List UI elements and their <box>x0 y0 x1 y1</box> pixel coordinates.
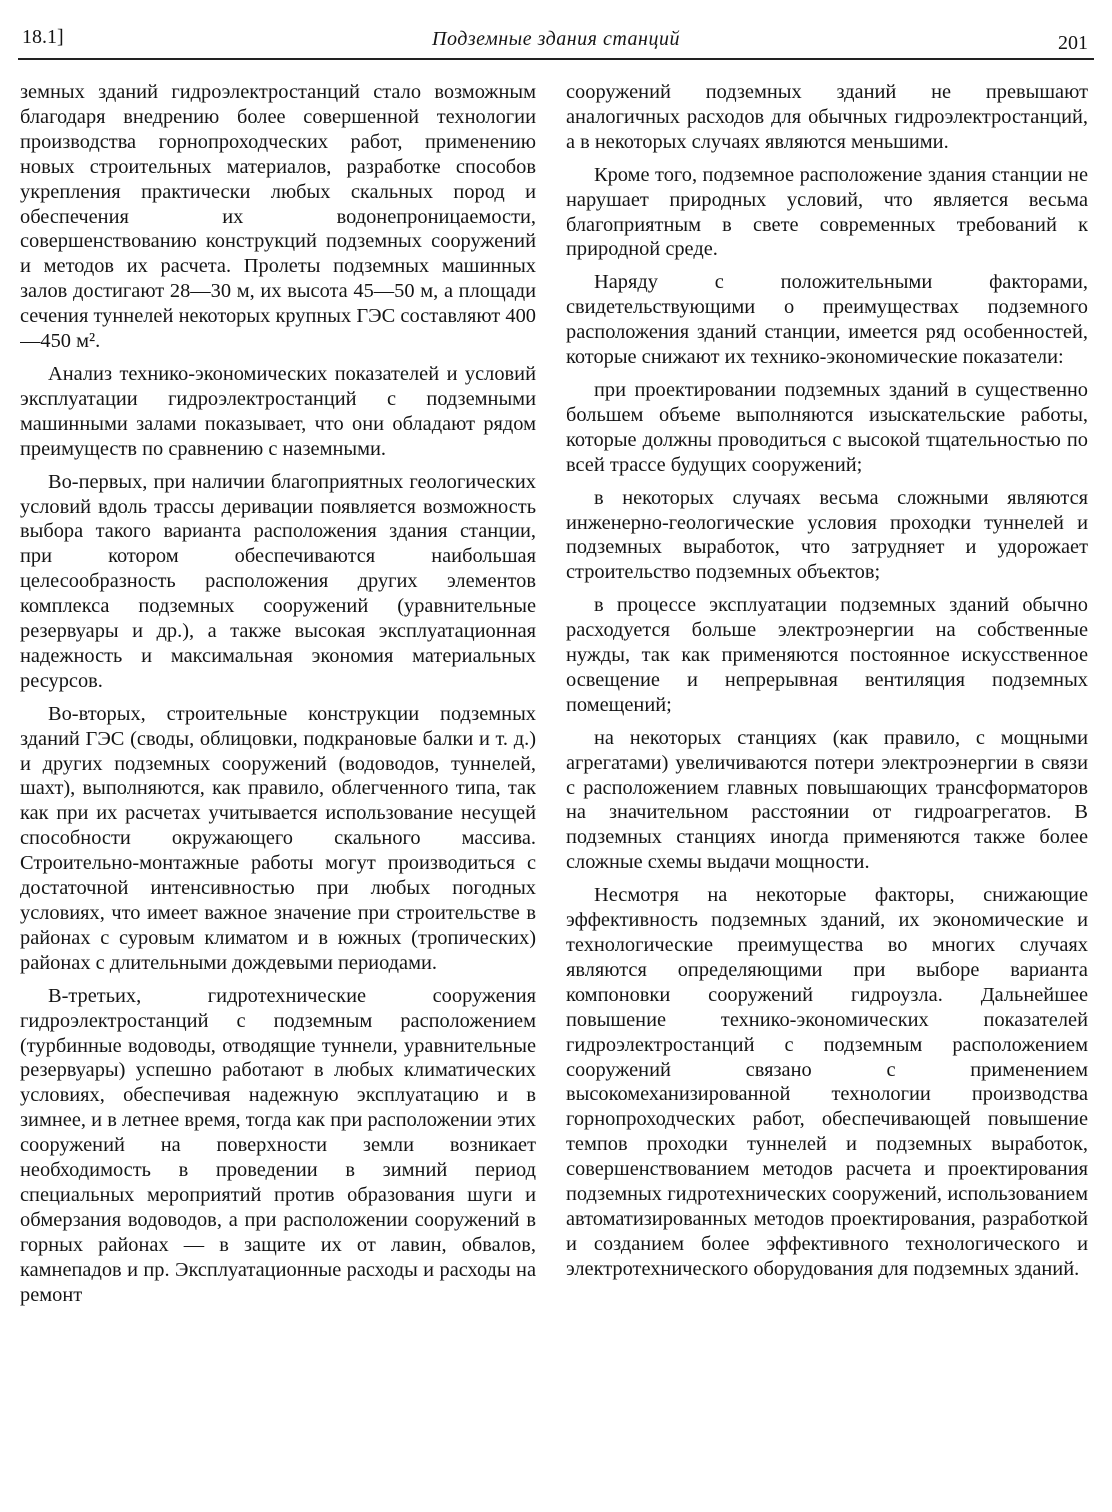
section-number: 18.1] <box>22 26 64 48</box>
running-title: Подземные здания станций <box>432 28 680 50</box>
paragraph: Анализ технико-экономических показателей и условий эксплуатации гидроэлектростанций с подземными машинными залами показывает, что они обладают рядом преимуществ по сравнению с наземными. <box>20 362 536 460</box>
paragraph: Несмотря на некоторые факторы, снижающие эффективность подземных зданий, их экономические и технологические преимущества во многих случаях являются определяющими при выборе варианта компоновки сооружений гидроузла. Дальнейшее повышение технико-экономических показателей гидроэлектростанций с подземным расположением сооружений связано с применением высокомеханизированной технологии производства горнопроходческих работ, обеспечивающей повышение темпов проходки туннелей и подземных выработок, совершенствованием методов расчета и проектирования подземных гидротехнических сооружений, использованием автоматизированных методов проектирования, разработкой и созданием более эффективного технологического и электротехнического оборудования для подземных зданий. <box>566 884 1088 1280</box>
list-item: при проектировании подземных зданий в существенно большем объеме выполняются изыскательские работы, которые должны проводиться с высокой тщательностью по всей трассе будущих сооружений; <box>566 378 1088 476</box>
left-column <box>20 80 536 1500</box>
list-item: на некоторых станциях (как правило, с мощными агрегатами) увеличиваются потери электроэнергии в связи с расположением главных повышающих трансформаторов на значительном расстоянии от гидроагрегатов. В подземных станциях иногда применяются также более сложные схемы выдачи мощности. <box>566 726 1088 874</box>
paragraph: земных зданий гидроэлектростанций стало возможным благодаря внедрению более совершенной технологии производства горнопроходческих работ, применению новых строительных материалов, разработке способов укрепления практически любых скальных пород и обеспечения их водонепроницаемости, совершенствованию конструкций подземных сооружений и методов их расчета. Пролеты подземных машинных залов достигают 28—30 м, их высота 45—50 м, а площади сечения туннелей некоторых крупных ГЭС составляют 400—450 м². <box>20 81 536 353</box>
right-column <box>566 80 1088 1500</box>
running-header <box>18 18 1094 60</box>
paragraph: Во-вторых, строительные конструкции подземных зданий ГЭС (своды, облицовки, подкрановые балки и т. д.) и других подземных сооружений (водоводов, туннелей, шахт), выполняются, как правило, облегченного типа, так как при их расчетах учитывается использование несущей способности окружающего скального массива. Строительно-монтажные работы могут производиться с достаточной интенсивностью при любых погодных условиях, что имеет важное значение при строительстве в районах с суровым климатом и в южных (тропических) районах с длительными дождевыми периодами. <box>20 702 536 974</box>
paragraph: Во-первых, при наличии благоприятных геологических условий вдоль трассы деривации появляется возможность выбора такого варианта расположения здания станции, при котором обеспечиваются наибольшая целесообразность расположения других элементов комплекса подземных сооружений (уравнительные резервуары и др.), а также высокая эксплуатационная надежность и максимальная экономия материальных ресурсов. <box>20 470 536 692</box>
paragraph: сооружений подземных зданий не превышают аналогичных расходов для обычных гидроэлектростанций, а в некоторых случаях являются меньшими. <box>566 81 1088 153</box>
paragraph: Наряду с положительными факторами, свидетельствующими о преимуществах подземного расположения зданий станции, имеется ряд особенностей, которые снижают их технико-экономические показатели: <box>566 271 1088 369</box>
page-number: 201 <box>1058 32 1088 54</box>
paragraph: В-третьих, гидротехнические сооружения гидроэлектростанций с подземным расположением (турбинные водоводы, отводящие туннели, уравнительные резервуары) успешно работают в любых климатических условиях, обеспечивая надежную эксплуатацию и в зимнее, и в летнее время, тогда как при расположении этих сооружений на поверхности земли возникает необходимость в проведении в зимний период специальных мероприятий против образования шуги и обмерзания водоводов, а при расположении сооружений в горных районах — в защите их от лавин, обвалов, камнепадов и пр. Эксплуатационные расходы и расходы на ремонт <box>20 984 536 1306</box>
list-item: в процессе эксплуатации подземных зданий обычно расходуется больше электроэнергии на собственные нужды, так как применяются постоянное искусственное освещение и непрерывная вентиляция подземных помещений; <box>566 594 1088 716</box>
list-item: в некоторых случаях весьма сложными являются инженерно-геологические условия проходки туннелей и подземных выработок, что затрудняет и удорожает строительство подземных объектов; <box>566 486 1088 584</box>
paragraph: Кроме того, подземное расположение здания станции не нарушает природных условий, что является весьма благоприятным в свете современных требований к природной среде. <box>566 163 1088 261</box>
